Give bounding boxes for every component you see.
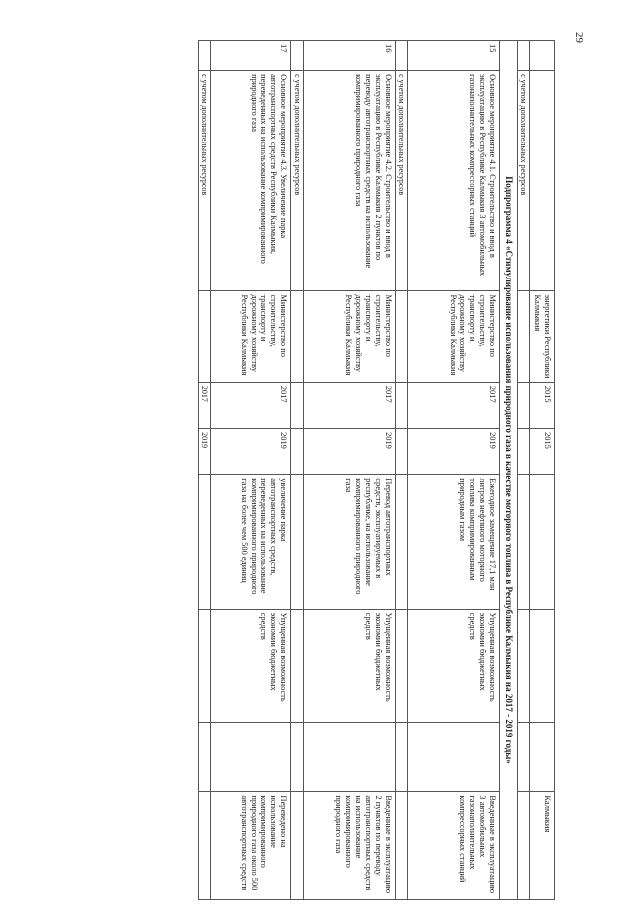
executor-cell: энергетики Республики Калмыкия	[530, 291, 555, 382]
rotated-table-container	[95, 40, 555, 900]
measure-name: Основное мероприятие 4.2. Строительство и ввод в эксплуатацию в Республике Калмыкия 2 пунктов по переводу автотранспортных средств на использование компримированного природного газа	[303, 71, 395, 291]
consequence-cell: Упущенная возможность экономии бюджетных средств	[408, 609, 500, 722]
table-row	[303, 41, 395, 900]
executor-cell: Министерство по строительству, транспорту и дорожному хозяйству Республики Калмыкия	[303, 291, 395, 382]
extra-resources-label: с учетом дополнительных ресурсов	[395, 71, 407, 291]
consequence-cell: Упущенная возможность экономии бюджетных средств	[303, 609, 395, 722]
section-title: Подпрограмма 4 «Стимулирование использования природного газа в качестве моторного топлива в Республике Калмыкия на 2017 - 2019 годы»	[500, 41, 518, 900]
end-cell: 2019	[211, 429, 291, 475]
end-cell: 2019	[198, 429, 210, 475]
table-row	[517, 41, 529, 900]
section-header-row	[500, 41, 518, 900]
row-number: 16	[303, 41, 395, 71]
measure-name: Основное мероприятие 4.3. Увеличение парка автотранспортных средств Республики Калмыкия, переведенных на использование компримированного природного газа	[211, 71, 291, 291]
row-number: 17	[211, 41, 291, 71]
executor-cell: Министерство по строительству, транспорту и дорожному хозяйству Республики Калмыкия	[211, 291, 291, 382]
result-cell: Ежегодное замещение 17,1 млн литров нефтяного моторного топлива компримированным природным газом	[408, 475, 500, 609]
start-cell: 2017	[408, 382, 500, 428]
extra-resources-label: с учетом дополнительных ресурсов	[517, 71, 529, 291]
area-cell: Калмыкия	[530, 792, 555, 900]
area-cell: Переведено на использование компримированного природного газа около 500 автотранспортных средств	[211, 792, 291, 900]
area-cell: Введенные в эксплуатацию 3 автомобильных газонаполнительных компрессорных станций	[408, 792, 500, 900]
result-cell: Перевод автотранспортных средств, эксплуатируемых в республике, на использование компримированного природного газа	[303, 475, 395, 609]
measure-name: Основное мероприятие 4.1. Строительство и ввод в эксплуатацию в Республике Калмыкия 3 автомобильных газонаполнительных компрессорных станций	[408, 71, 500, 291]
result-cell: увеличение парка автотранспортных средств, переведенных на использование компримированного природного газа на более чем 500 единиц	[211, 475, 291, 609]
start-cell: 2015	[530, 382, 555, 428]
table-row	[211, 41, 291, 900]
end-cell: 2019	[303, 429, 395, 475]
end-cell: 2019	[408, 429, 500, 475]
program-table	[198, 40, 555, 900]
end-cell: 2015	[530, 429, 555, 475]
table-row	[530, 41, 555, 900]
start-cell: 2017	[211, 382, 291, 428]
row-number: 15	[408, 41, 500, 71]
consequence-cell: Упущенная возможность экономии бюджетных средств	[211, 609, 291, 722]
extra-resources-label: с учетом дополнительных ресурсов	[291, 71, 303, 291]
table-row	[291, 41, 303, 900]
page-number: 29	[573, 32, 585, 43]
table-row	[198, 41, 210, 900]
area-cell: Введенные в эксплуатацию 2 пунктов по переводу автотранспортных средств на использование компримированного природного газа	[303, 792, 395, 900]
table-row	[395, 41, 407, 900]
executor-cell: Министерство по строительству, транспорту и дорожному хозяйству Республики Калмыкия	[408, 291, 500, 382]
extra-resources-label: с учетом дополнительных ресурсов	[198, 71, 210, 291]
start-cell: 2017	[198, 382, 210, 428]
start-cell: 2017	[303, 382, 395, 428]
table-row	[408, 41, 500, 900]
